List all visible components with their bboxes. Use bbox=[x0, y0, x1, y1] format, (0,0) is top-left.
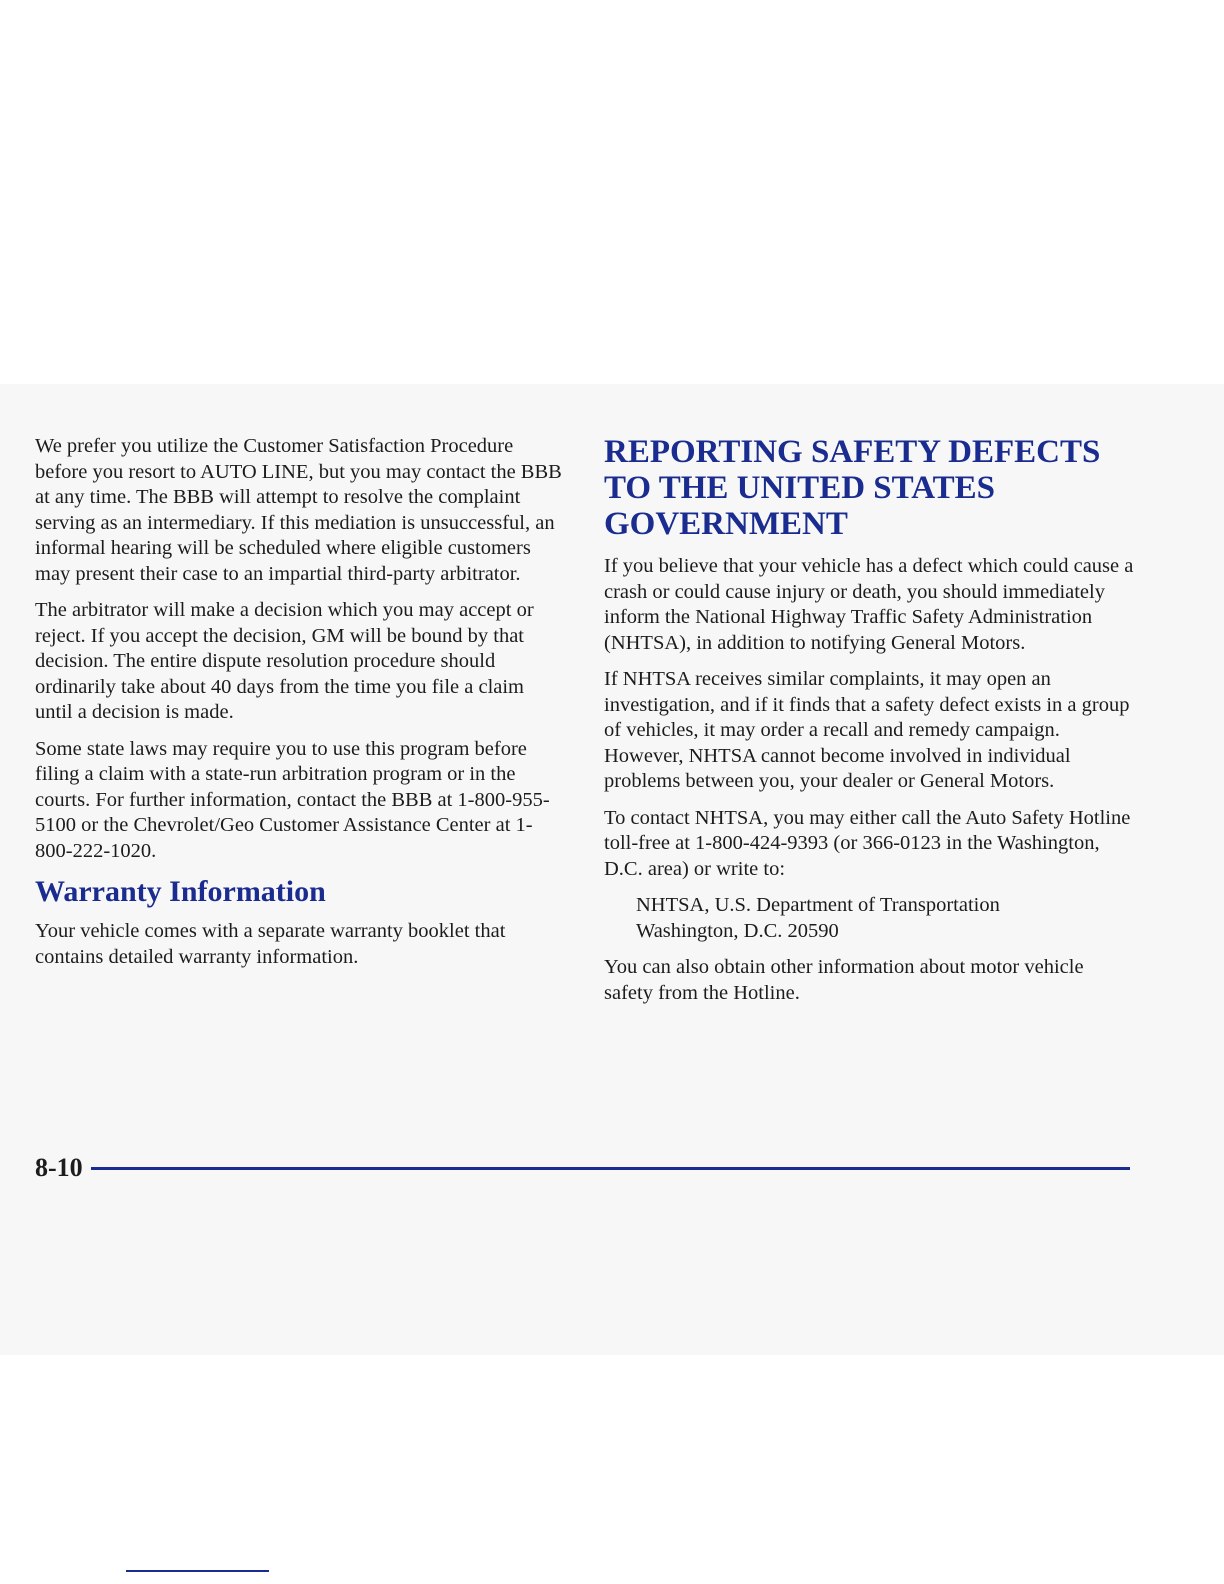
warranty-heading: Warranty Information bbox=[35, 875, 326, 908]
nhtsa-address bbox=[604, 893, 1134, 944]
footer-rule bbox=[91, 1167, 1130, 1170]
right-column bbox=[604, 434, 1134, 1017]
paragraph-arbitrator-decision: The arbitrator will make a decision which you may accept or reject. If you accept the decision, GM will be bound by that decision. The entire dispute resolution procedure should ordinarily take about 40 days from the time you file a claim until a decision is made. bbox=[35, 599, 534, 723]
paragraph-hotline-info: You can also obtain other information about motor vehicle safety from the Hotline. bbox=[604, 956, 1084, 1004]
safety-defects-heading: REPORTING SAFETY DEFECTS TO THE UNITED STATES GOVERNMENT bbox=[604, 434, 1101, 542]
page-number: 8-10 bbox=[35, 1153, 83, 1182]
address-line-2: Washington, D.C. 20590 bbox=[636, 919, 839, 942]
paragraph-defect-report: If you believe that your vehicle has a defect which could cause a crash or could cause injury or death, you should immediately inform the National Highway Traffic Safety Administration (NHTSA), in addition to notifying General Motors. bbox=[604, 555, 1134, 654]
address-line-1: NHTSA, U.S. Department of Transportation bbox=[636, 894, 1000, 916]
left-column bbox=[35, 434, 565, 981]
paragraph-nhtsa-investigation: If NHTSA receives similar complaints, it may open an investigation, and if it finds that a safety defect exists in a group of vehicles, it may order a recall and remedy campaign. However, NHTSA cannot become involved in individual problems between you, your dealer or General Motors. bbox=[604, 668, 1130, 792]
paragraph-contact-nhtsa: To contact NHTSA, you may either call the Auto Safety Hotline toll-free at 1-800-424-9393 (or 366-0123 in the Washington, D.C. area) or write to: bbox=[604, 806, 1131, 880]
page-footer bbox=[35, 1148, 1130, 1188]
paragraph-state-laws: Some state laws may require you to use this program before filing a claim with a state-run arbitration program or in the courts. For further information, contact the BBB at 1-800-955-5100 or the Chevrolet/Geo Customer Assistance Center at 1-800-222-1020. bbox=[35, 737, 550, 862]
bottom-link-underline[interactable] bbox=[126, 1570, 269, 1572]
paragraph-customer-satisfaction: We prefer you utilize the Customer Satisfaction Procedure before you resort to AUTO LINE, but you may contact the BBB at any time. The BBB will attempt to resolve the complaint serving as an intermediary. If this mediation is unsuccessful, an informal hearing will be scheduled where eligible customers may present their case to an impartial third-party arbitrator. bbox=[35, 435, 562, 585]
paragraph-warranty: Your vehicle comes with a separate warranty booklet that contains detailed warranty information. bbox=[35, 920, 506, 968]
